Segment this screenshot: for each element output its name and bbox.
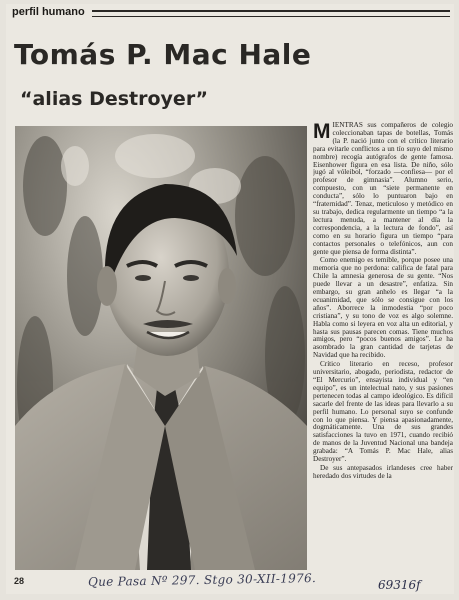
section-header-rule: [92, 10, 450, 17]
article-title: Tomás P. Mac Hale: [14, 38, 312, 71]
article-paragraph: MIENTRAS sus compañeros de colegio coleccionaban tapas de botellas, Tomás (la P. nació junto con el crítico literario para evitarle conflictos a un tío suyo del mismo nombre) recogía autógrafos de gente famosa. Eisenhower figura en esa lista. De niño, sólo jugó al vóleibol, “forzado —confiesa— por el profesor de gimnasia”. Alumno serio, compuesto, con un “siete permanente en conducta”, sólo lo puntuaron bajo en “fraternidad”. Tenaz, meticuloso y metódico en su trabajo, dedica regularmente un tiempo “a la lectura menuda, a mantener al día la correspondencia, a la lectura de fondo”, así como en su horario figura un tiempo “para contactos personales o telefónicos, aun con gente que piensa de forma distinta”.: [313, 122, 453, 256]
article-subtitle: “alias Destroyer”: [20, 88, 209, 110]
article-paragraph: Como enemigo es temible, porque posee una memoria que no perdona: califica de fatal para Chile la amnesia generosa de su gente. “Nos puede llevar a un desastre”, enfatiza. Sin embargo, su gran anhelo es llegar “a la ecuanimidad, que sólo se consigue con los años”. Aborrece la inmodestia “por poco cristiana”, y su tono de voz es algo solemne. Habla como si leyera en voz alta un editorial, y hasta sus pausas parecen comas. Tiene muchos amigos, pero “pocos buenos amigos”. Le ha asombrado la gran cantidad de tarjetas de Navidad que ha recibido.: [313, 256, 453, 360]
article-paragraph: De sus antepasados irlandeses cree haber heredado dos virtudes de la: [313, 463, 453, 480]
article-body: [313, 122, 453, 576]
drop-cap: M: [313, 122, 331, 143]
page-number: 28: [14, 576, 25, 586]
magazine-page: [6, 4, 454, 594]
section-label: perfil humano: [12, 6, 89, 18]
archive-number: 69316f: [378, 578, 421, 592]
portrait-photo: [15, 126, 307, 570]
article-paragraph: Crítico literario en receso, profesor universitario, abogado, periodista, redactor de “El Mercurio”, ensayista individual y “en equipo”, es un intelectual nato, y sus pasiones pertenecen todas al campo ideológico. Es difícil sacarle del frente de las ideas para llevarlo a su perfil humano. Lo personal suyo se confunde con lo que piensa. Y piensa apasionadamente, dogmáticamente. Una de sus grandes satisfacciones la tuvo en 1971, cuando recibió de manos de la Juventud Nacional una bandeja grabada: “A Tomás P. Mac Hale, alias Destroyer”.: [313, 360, 453, 464]
handwritten-source-note: Que Pasa Nº 297. Stgo 30-XII-1976.: [87, 571, 317, 589]
